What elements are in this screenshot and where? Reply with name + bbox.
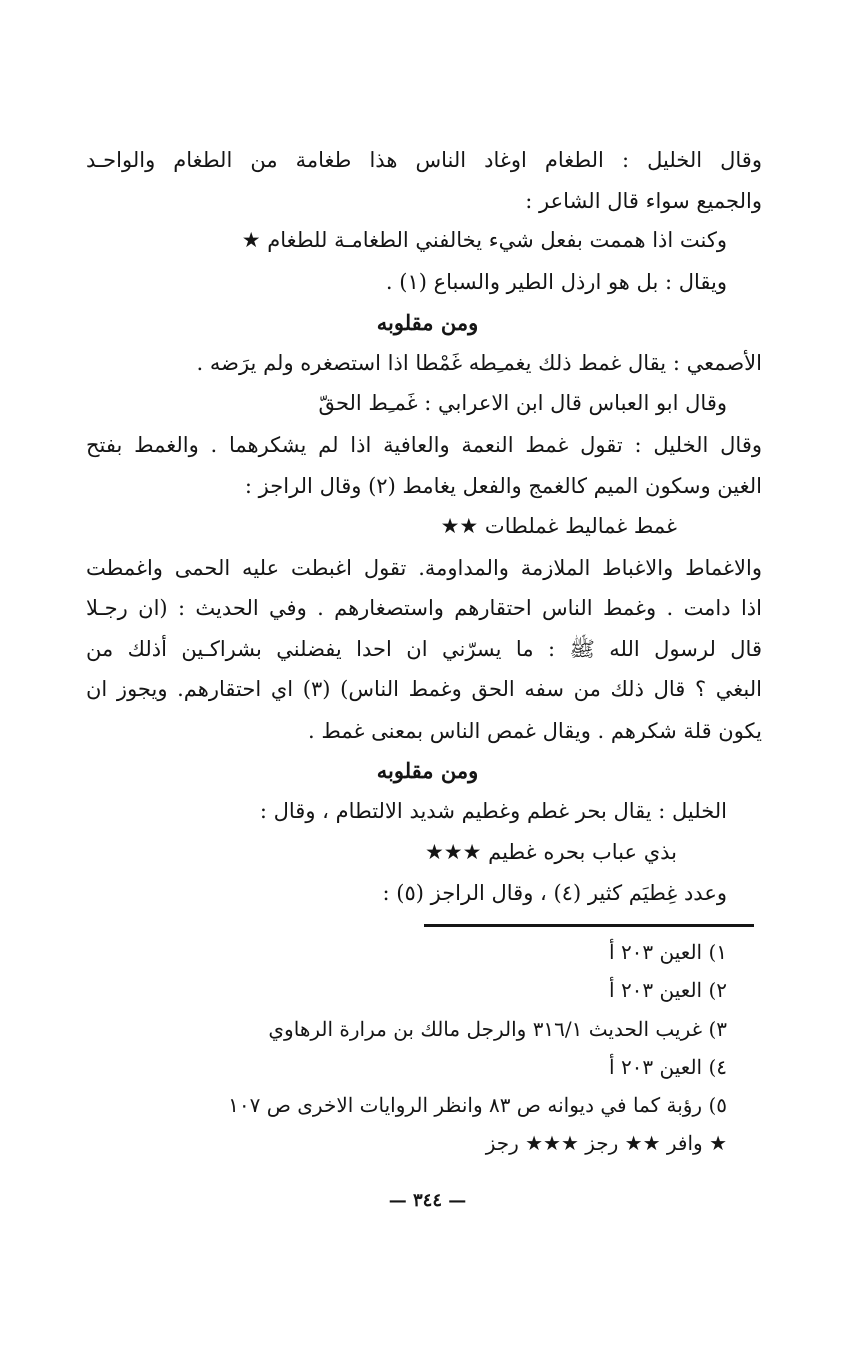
footnote: ٤) العين ٢٠٣ أ [609, 1055, 727, 1079]
footnote: ١) العين ٢٠٣ أ [609, 940, 727, 964]
text-line: والجميع سواء قال الشاعر : [525, 189, 762, 213]
text-line: يكون قلة شكرهم . ويقال غمص الناس بمعنى غمط . [308, 719, 762, 743]
footnote: ٥) رؤبة كما في ديوانه ص ٨٣ وانظر الروايات الاخرى ص ١٠٧ [228, 1093, 727, 1117]
text-line: الأصمعي : يقال غمط ذلك يغمـِطه غَمْطا اذا استصغره ولم يرَضه . [196, 351, 762, 375]
text-line: الخليل : يقال بحر غطم وغطيم شديد الالتطام ، وقال : [259, 799, 727, 823]
section-heading: ومن مقلوبه [376, 758, 479, 783]
text-line: والاغماط والاغباط الملازمة والمداومة. تقول اغبطت عليه الحمى واغمطت [86, 556, 762, 580]
text-line: الغين وسكون الميم كالغمج والفعل يغامط (٢) وقال الراجز : [244, 474, 762, 498]
text-line: وقال الخليل : الطغام اوغاد الناس هذا طغامة من الطغام والواحـد [86, 148, 762, 172]
text-line: وقال ابو العباس قال ابن الاعرابي : غَمـِط الحقّ [318, 391, 727, 415]
section-heading: ومن مقلوبه [376, 310, 479, 335]
verse-line: غمط غماليط غملطات ★★ [440, 514, 677, 538]
footnote: ٢) العين ٢٠٣ أ [609, 978, 727, 1002]
text-line: البغي ؟ قال ذلك من سفه الحق وغمط الناس) (٣) اي احتقارهم. ويجوز ان [86, 677, 762, 701]
meter-legend: ★ وافر ★★ رجز ★★★ رجز [485, 1131, 727, 1155]
text-line: وقال الخليل : تقول غمط النعمة والعافية اذا لم يشكرهما . والغمط بفتح [86, 433, 762, 457]
verse-line: بذي عباب بحره غطيم ★★★ [424, 840, 677, 864]
footnote: ٣) غريب الحديث ٣١٦/١ والرجل مالك بن مرارة الرهاوي [268, 1017, 727, 1041]
page-number: — ٣٤٤ — [388, 1190, 467, 1211]
text-line: قال لرسول الله ﷺ : ما يسرّني ان احدا يفضلني بشراكـين أذلك من [86, 637, 762, 661]
text-line: ويقال : بل هو ارذل الطير والسباع (١) . [385, 270, 727, 294]
text-line: اذا دامت . وغمط الناس احتقارهم واستصغارهم . وفي الحديث : (ان رجـلا [86, 596, 762, 620]
verse-line: وكنت اذا هممت بفعل شيء يخالفني الطغامـة للطغام ★ [241, 228, 727, 252]
text-line: وعدد غِطيَم كثير (٤) ، وقال الراجز (٥) : [382, 881, 727, 905]
footnote-divider [424, 924, 754, 927]
